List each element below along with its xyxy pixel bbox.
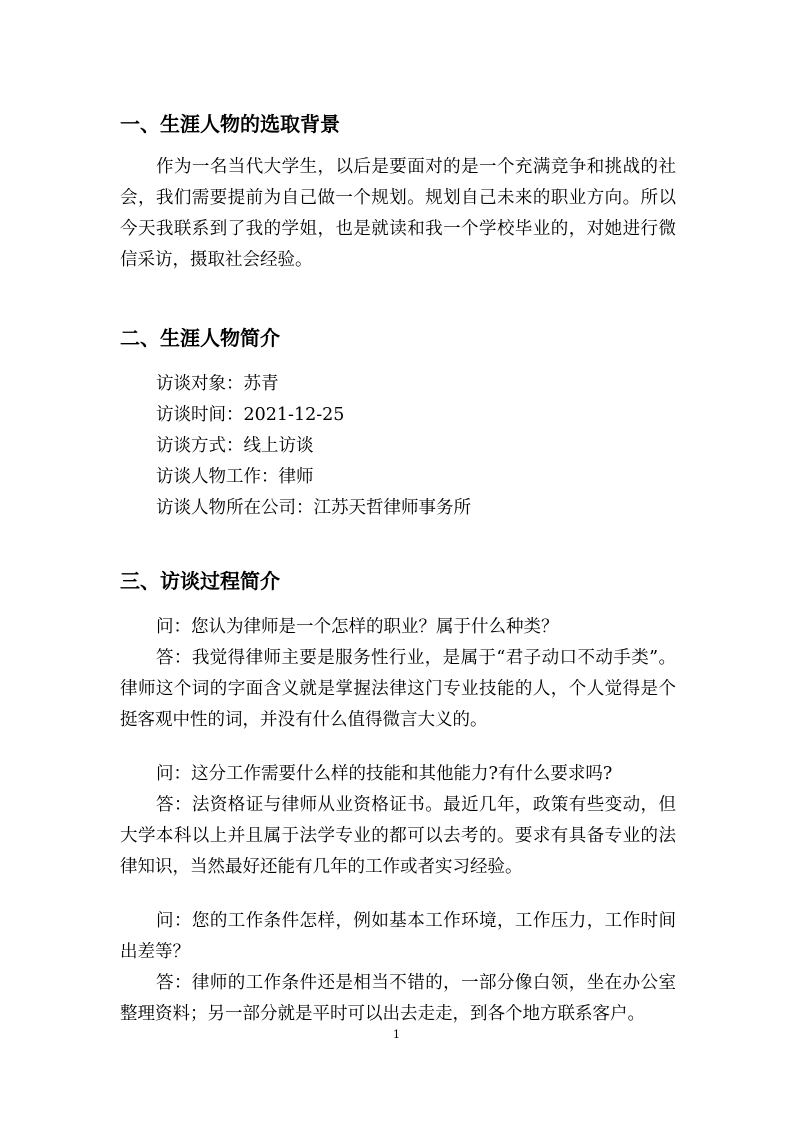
profile-interview-method: 访谈方式：线上访谈 bbox=[156, 436, 314, 456]
profile-info-list bbox=[156, 369, 471, 524]
qa-question-3: 问：您的工作条件怎样，例如基本工作环境，工作压力，工作时间出差等？ bbox=[120, 911, 676, 962]
qa-question-2: 问：这分工作需要什么样的技能和其他能力?有什么要求吗? bbox=[156, 764, 613, 784]
qa-answer-3: 答：律师的工作条件还是相当不错的，一部分像白领，坐在办公室整理资料；另一部分就是平时可以出去走走，到各个地方联系客户。 bbox=[120, 973, 676, 1024]
profile-interview-time: 访谈时间：2021-12-25 bbox=[156, 405, 345, 425]
qa-question-1: 问：您认为律师是一个怎样的职业？属于什么种类？ bbox=[156, 617, 559, 637]
profile-job: 访谈人物工作：律师 bbox=[156, 467, 314, 487]
section-heading-interview: 三、访谈过程简介 bbox=[120, 569, 280, 593]
profile-interviewee: 访谈对象：苏青 bbox=[156, 374, 279, 394]
profile-company: 访谈人物所在公司：江苏天哲律师事务所 bbox=[156, 498, 471, 518]
section-heading-profile: 二、生涯人物简介 bbox=[120, 326, 280, 350]
background-paragraph: 作为一名当代大学生，以后是要面对的是一个充满竞争和挑战的社会，我们需要提前为自己做一个规划。规划自己未来的职业方向。所以今天我联系到了我的学姐，也是就读和我一个学校毕业的，对她进行微信采访，摄取社会经验。 bbox=[120, 157, 676, 270]
qa-answer-1: 答：我觉得律师主要是服务性行业，是属于“君子动口不动手类”。律师这个词的字面含义就是掌握法律这门专业技能的人，个人觉得是个挺客观中性的词，并没有什么值得微言大义的。 bbox=[120, 648, 676, 730]
page-number: 1 bbox=[393, 1028, 400, 1041]
qa-answer-2: 答：法资格证与律师从业资格证书。最近几年，政策有些变动，但大学本科以上并且属于法学专业的都可以去考的。要求有具备专业的法律知识，当然最好还能有几年的工作或者实习经验。 bbox=[120, 795, 676, 877]
section-heading-background: 一、生涯人物的选取背景 bbox=[120, 112, 340, 136]
